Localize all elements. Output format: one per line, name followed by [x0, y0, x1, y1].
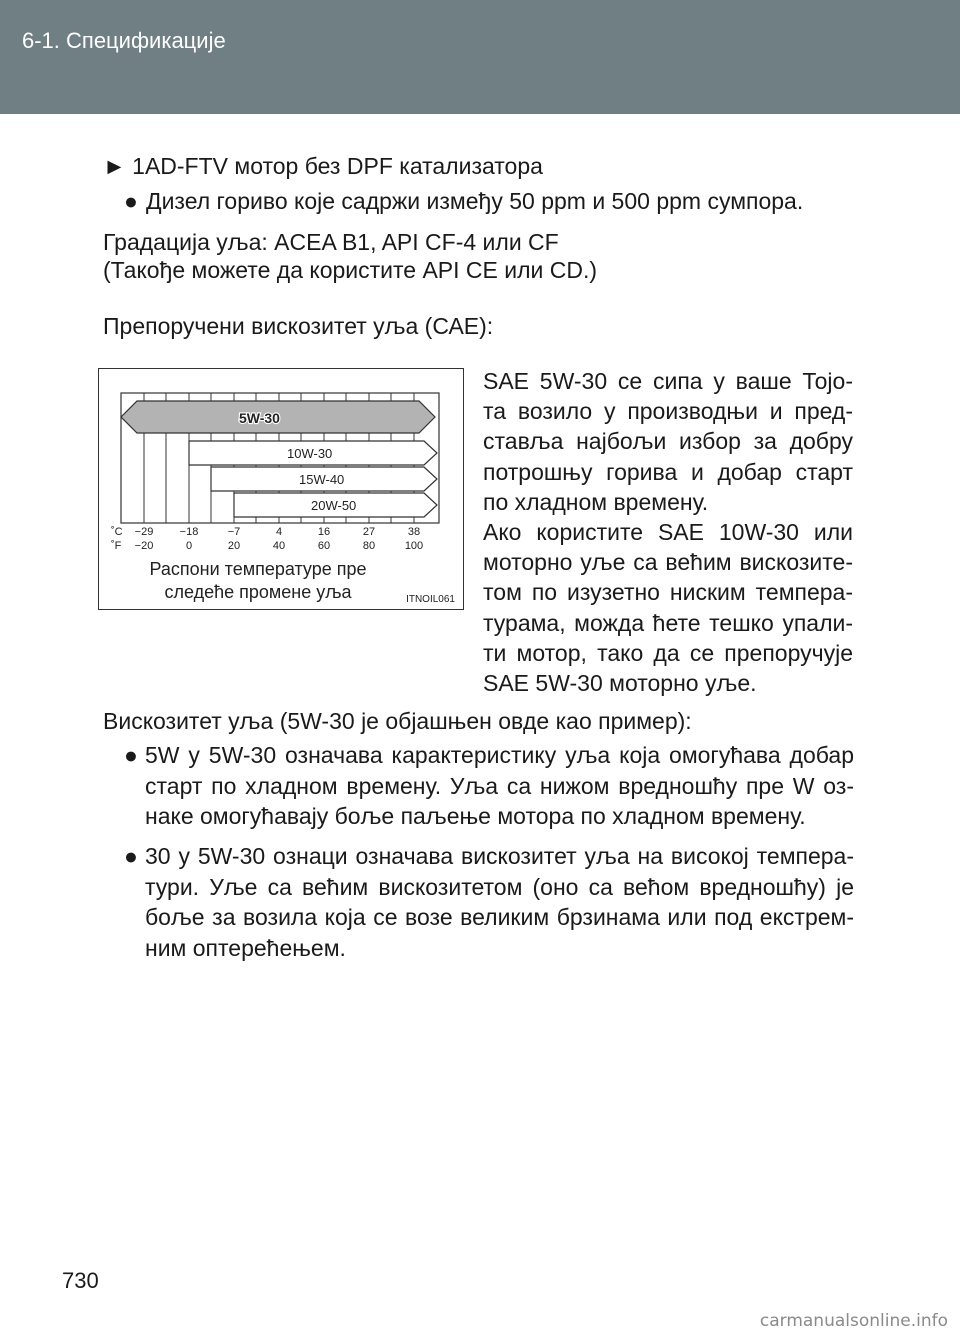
page-header [0, 0, 960, 114]
bullet-line: боље за возила која се возе великим брзинама или под екстрем- [145, 904, 854, 930]
fahrenheit-tick: 20 [227, 540, 241, 552]
side-line: стављa најбољи избор за добру [483, 428, 853, 455]
fahrenheit-unit: ˚F [111, 540, 122, 552]
bullet-item-1 [124, 740, 854, 832]
viscosity-chart [99, 369, 462, 608]
recommended-viscosity-label: Препоручени вискозитет уља (САЕ): [103, 313, 494, 339]
side-text-block [483, 366, 853, 698]
band-label: 15W-40 [299, 472, 345, 487]
band-label: 5W-30 [239, 410, 280, 426]
side-line: моторно уље са већим вискозите- [483, 549, 853, 576]
celsius-tick: 27 [362, 526, 376, 538]
bullet-line: ним оптерећењем. [145, 934, 346, 961]
section-title: 6-1. Спецификације [22, 28, 226, 53]
side-line: Ако користите SAE 10W-30 или [483, 519, 853, 546]
fahrenheit-tick: 40 [272, 540, 286, 552]
oil-grade-line2: (Такође можете да користите API CE или CD.) [103, 257, 598, 283]
bullet-item-2 [124, 841, 854, 963]
figure-code: ITNOIL061 [406, 594, 455, 605]
figure-caption-line1: Распони температуре пре [149, 559, 367, 579]
side-line: турама, можда ћете тешко упали- [483, 609, 853, 636]
figure-caption-line2: следеће промене уља [164, 582, 352, 602]
watermark: carmanualsonline.info [759, 1311, 948, 1331]
side-line: том по изузетно ниским темпера- [483, 579, 853, 606]
celsius-tick: 4 [275, 526, 283, 538]
engine-heading: ► 1AD-FTV мотор без DPF катализатора [103, 153, 543, 179]
celsius-tick: 38 [407, 526, 421, 538]
side-line: SAE 5W-30 моторно уље. [483, 670, 757, 697]
celsius-tick: −18 [179, 526, 199, 538]
bullet-dot: ● [124, 742, 138, 768]
bullet-line: тури. Уље са већим вискозитетом (оно са већом вредношћу) је [145, 873, 854, 900]
fahrenheit-tick: −20 [134, 540, 154, 552]
side-line: по хладном времену. [483, 488, 709, 515]
fuel-note-text: Дизел гориво које садржи између 50 ppm и 500 ppm сумпора. [146, 188, 804, 214]
side-line: SAE 5W-30 се сипа у ваше Тојо- [483, 368, 853, 394]
viscosity-heading: Вискозитет уља (5W-30 је објашњен овде као пример): [103, 708, 692, 734]
bullet-dot: ● [124, 843, 138, 869]
oil-grade-line1: Градација уља: ACEA B1, API CF-4 или CF [103, 229, 559, 255]
celsius-tick: 16 [317, 526, 331, 538]
bullet-line: 30 у 5W-30 ознаци означава вискозитет уља на високој темпера- [145, 843, 854, 869]
oil-viscosity-figure [98, 368, 464, 610]
fahrenheit-tick: 60 [317, 540, 331, 552]
bullet-line: старт по хладном времену. Уља са нижом вредношћу пре W оз- [145, 772, 854, 799]
fahrenheit-tick: 80 [362, 540, 376, 552]
celsius-unit: ˚C [111, 526, 123, 538]
side-line: потрошњу горива и добар старт [483, 458, 853, 485]
page-number: 730 [62, 1268, 99, 1293]
celsius-tick: −29 [134, 526, 154, 538]
fahrenheit-tick: 100 [404, 540, 424, 552]
side-line: ти мотор, тако да се препоручује [483, 639, 853, 666]
fahrenheit-tick: 0 [185, 540, 193, 552]
band-label: 20W-50 [311, 498, 357, 513]
bullet-line: 5W у 5W-30 означава карактеристику уља која омогућава добар [145, 742, 854, 768]
celsius-tick: −7 [227, 526, 241, 538]
fuel-note [124, 186, 803, 216]
band-label: 10W-30 [287, 446, 333, 461]
side-line: та возило у производњи и пред- [483, 398, 853, 425]
bullet-dot: ● [124, 188, 138, 214]
bullet-line: наке омогућавају боље паљење мотора по хладном времену. [145, 803, 806, 829]
